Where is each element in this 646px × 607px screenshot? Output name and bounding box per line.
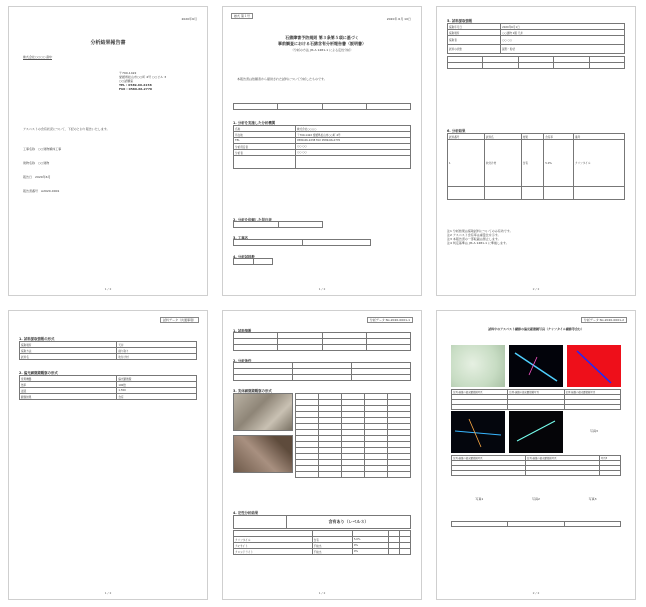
report-page-5 — [222, 310, 422, 600]
section-5: 5. 試料採取情報 — [447, 19, 473, 23]
fiber-overlay-3 — [567, 345, 621, 387]
intro-text: アスベストの含有状況について、下記のとおり報告いたします。 — [23, 127, 110, 131]
section-4: 4. 分析試料数 — [233, 255, 255, 259]
form-stamp: 試料データ（共通事項） — [160, 317, 199, 323]
doc-note: 本報告書は依頼者から提供された試料について分析したものです。 — [237, 77, 327, 81]
sample-table: 採取場所 天井 採取方法 削り取り 試料名 吹付け材 — [19, 341, 197, 360]
doc-subtitle: （分析の方法 JIS A 1481-1 による定性分析） — [290, 48, 354, 52]
page-number: 2 / 2 — [532, 591, 540, 595]
section-6: 6. 分析結果 — [447, 129, 466, 133]
form-stamp: 分析データ No.2020-0001-2 — [581, 317, 627, 323]
sender-address: 〒790-1422 愛媛県松山市○○町 4号 ○○ビル 3 ○○試験室 TEL : 0589-66-2238 FAX : 0589-66-2770 — [119, 71, 167, 91]
report-page-3 — [436, 6, 636, 296]
section-1: 1. 試料情報 — [233, 329, 252, 333]
section-2: 2. 分析を依頼した発注者 — [233, 218, 272, 222]
report-page-1 — [8, 6, 208, 296]
notes: 注1 分析結果は採取試料についてのみ有効です。 注2 アスベスト含有率は重量比を示す。 注3 本報告書の一部転載は禁止します。 注4 判定基準は JIS A 1481-1 に準拠します。 — [447, 229, 513, 245]
section-4: 4. 定性分析結果 — [233, 511, 259, 515]
fiber-overlay-2 — [509, 345, 563, 387]
report-page-2 — [222, 6, 422, 296]
section-3: 3. 実体顕微鏡観察の形式 — [233, 389, 272, 393]
micrograph-1 — [451, 345, 505, 387]
photo-sheet-title: 試料中のアスベスト繊維の偏光顕微鏡写真（クリソタイル繊維等含む） — [488, 327, 584, 331]
page-number: 1 / 2 — [104, 287, 112, 291]
result-table: 試料番号 試料名 結果 含有率 備考 1 吹付け材 含有 5.0% クリソタイル — [447, 133, 625, 200]
fiber-overlay-4 — [451, 411, 505, 453]
report-page-4 — [8, 310, 208, 600]
section-1: 1. 試料採取情報の形式 — [19, 337, 55, 341]
section-2: 2. 偏光顕微鏡観察の形式 — [19, 371, 58, 375]
count-table — [233, 258, 273, 265]
stereo-photo-1 — [233, 393, 293, 431]
caption-row-1: 位置-繊維の偏光顕微鏡写真 位置-繊維の偏光顕微鏡写真 位置-繊維の偏光顕微鏡写真 — [451, 389, 621, 410]
form-stamp: 様式 第１号 — [231, 13, 253, 19]
form-stamp: 分析データ No.2020-0001-1 — [367, 317, 413, 323]
info-table — [233, 332, 411, 351]
page-number: 1 / 2 — [318, 287, 326, 291]
stereo-photo-2 — [233, 435, 293, 473]
qual-table: 含有あり（レベル３） クリソタイル 含有 5.0% アモサイト 不検出 0% クロシドライト 不検出 0% — [233, 515, 411, 555]
section-1: 1. 分析を実施した分析機関 — [233, 121, 276, 125]
sampling-table: 採取年月日 2020年6月1日 採取場所 ○○建物 1階 天井 採取者 ○○ ○○ 試料の状態 固形・粉状 — [447, 23, 625, 69]
page-date: 2020年6月 — [181, 17, 197, 21]
page-number: 1 / 2 — [104, 591, 112, 595]
page-number: 1 / 2 — [318, 591, 326, 595]
work-table — [233, 239, 371, 246]
page-title: 分析結果報告書 — [90, 40, 126, 46]
caption-row-2: 位置-繊維の偏光顕微鏡写真 位置-繊維の偏光顕微鏡写真 写真3 — [451, 455, 621, 476]
issue-date: 2020年 6月 10日 — [386, 17, 411, 21]
client-name: 株式会社○○○○ 御中 — [23, 55, 53, 59]
section-2: 2. 分析条件 — [233, 359, 252, 363]
stereo-table — [295, 393, 411, 478]
page-number: 2 / 2 — [532, 287, 540, 291]
doc-title-2: 事前調査における石綿含有分析報告書（説明書） — [278, 41, 366, 46]
condition-table — [233, 362, 411, 381]
client-table — [233, 221, 323, 228]
photo-placeholder-3: 写真3 — [590, 429, 598, 433]
section-3: 3. 工事名 — [233, 236, 248, 240]
info-list: 工事名称 ○○建物解体工事 建物名称 ○○建物 報告日 2020年6月 報告書番号 A2020-0001 — [23, 147, 62, 193]
report-page-6 — [436, 310, 636, 600]
doc-title-1: 石綿障害予防規則 第３条第５項に基づく — [285, 35, 359, 40]
lab-table: 名称 株式会社○○○○ 所在地 〒790-1422 愛媛県松山市○○町 4号 TEL 0589-66-2238 FAX 0589-66-2770 分析責任者 ○○ ○○ 分析者 ○○ ○○ — [233, 125, 411, 169]
summary-table — [233, 103, 411, 110]
fiber-overlay-5 — [509, 411, 563, 453]
photo-placeholder-row3: 写真1 写真2 写真3 — [475, 497, 597, 501]
caption-row-3 — [451, 521, 621, 527]
microscope-table: 使用機器 偏光顕微鏡 倍率 100倍 浸液 1.550 観察結果 含有 — [19, 375, 197, 400]
